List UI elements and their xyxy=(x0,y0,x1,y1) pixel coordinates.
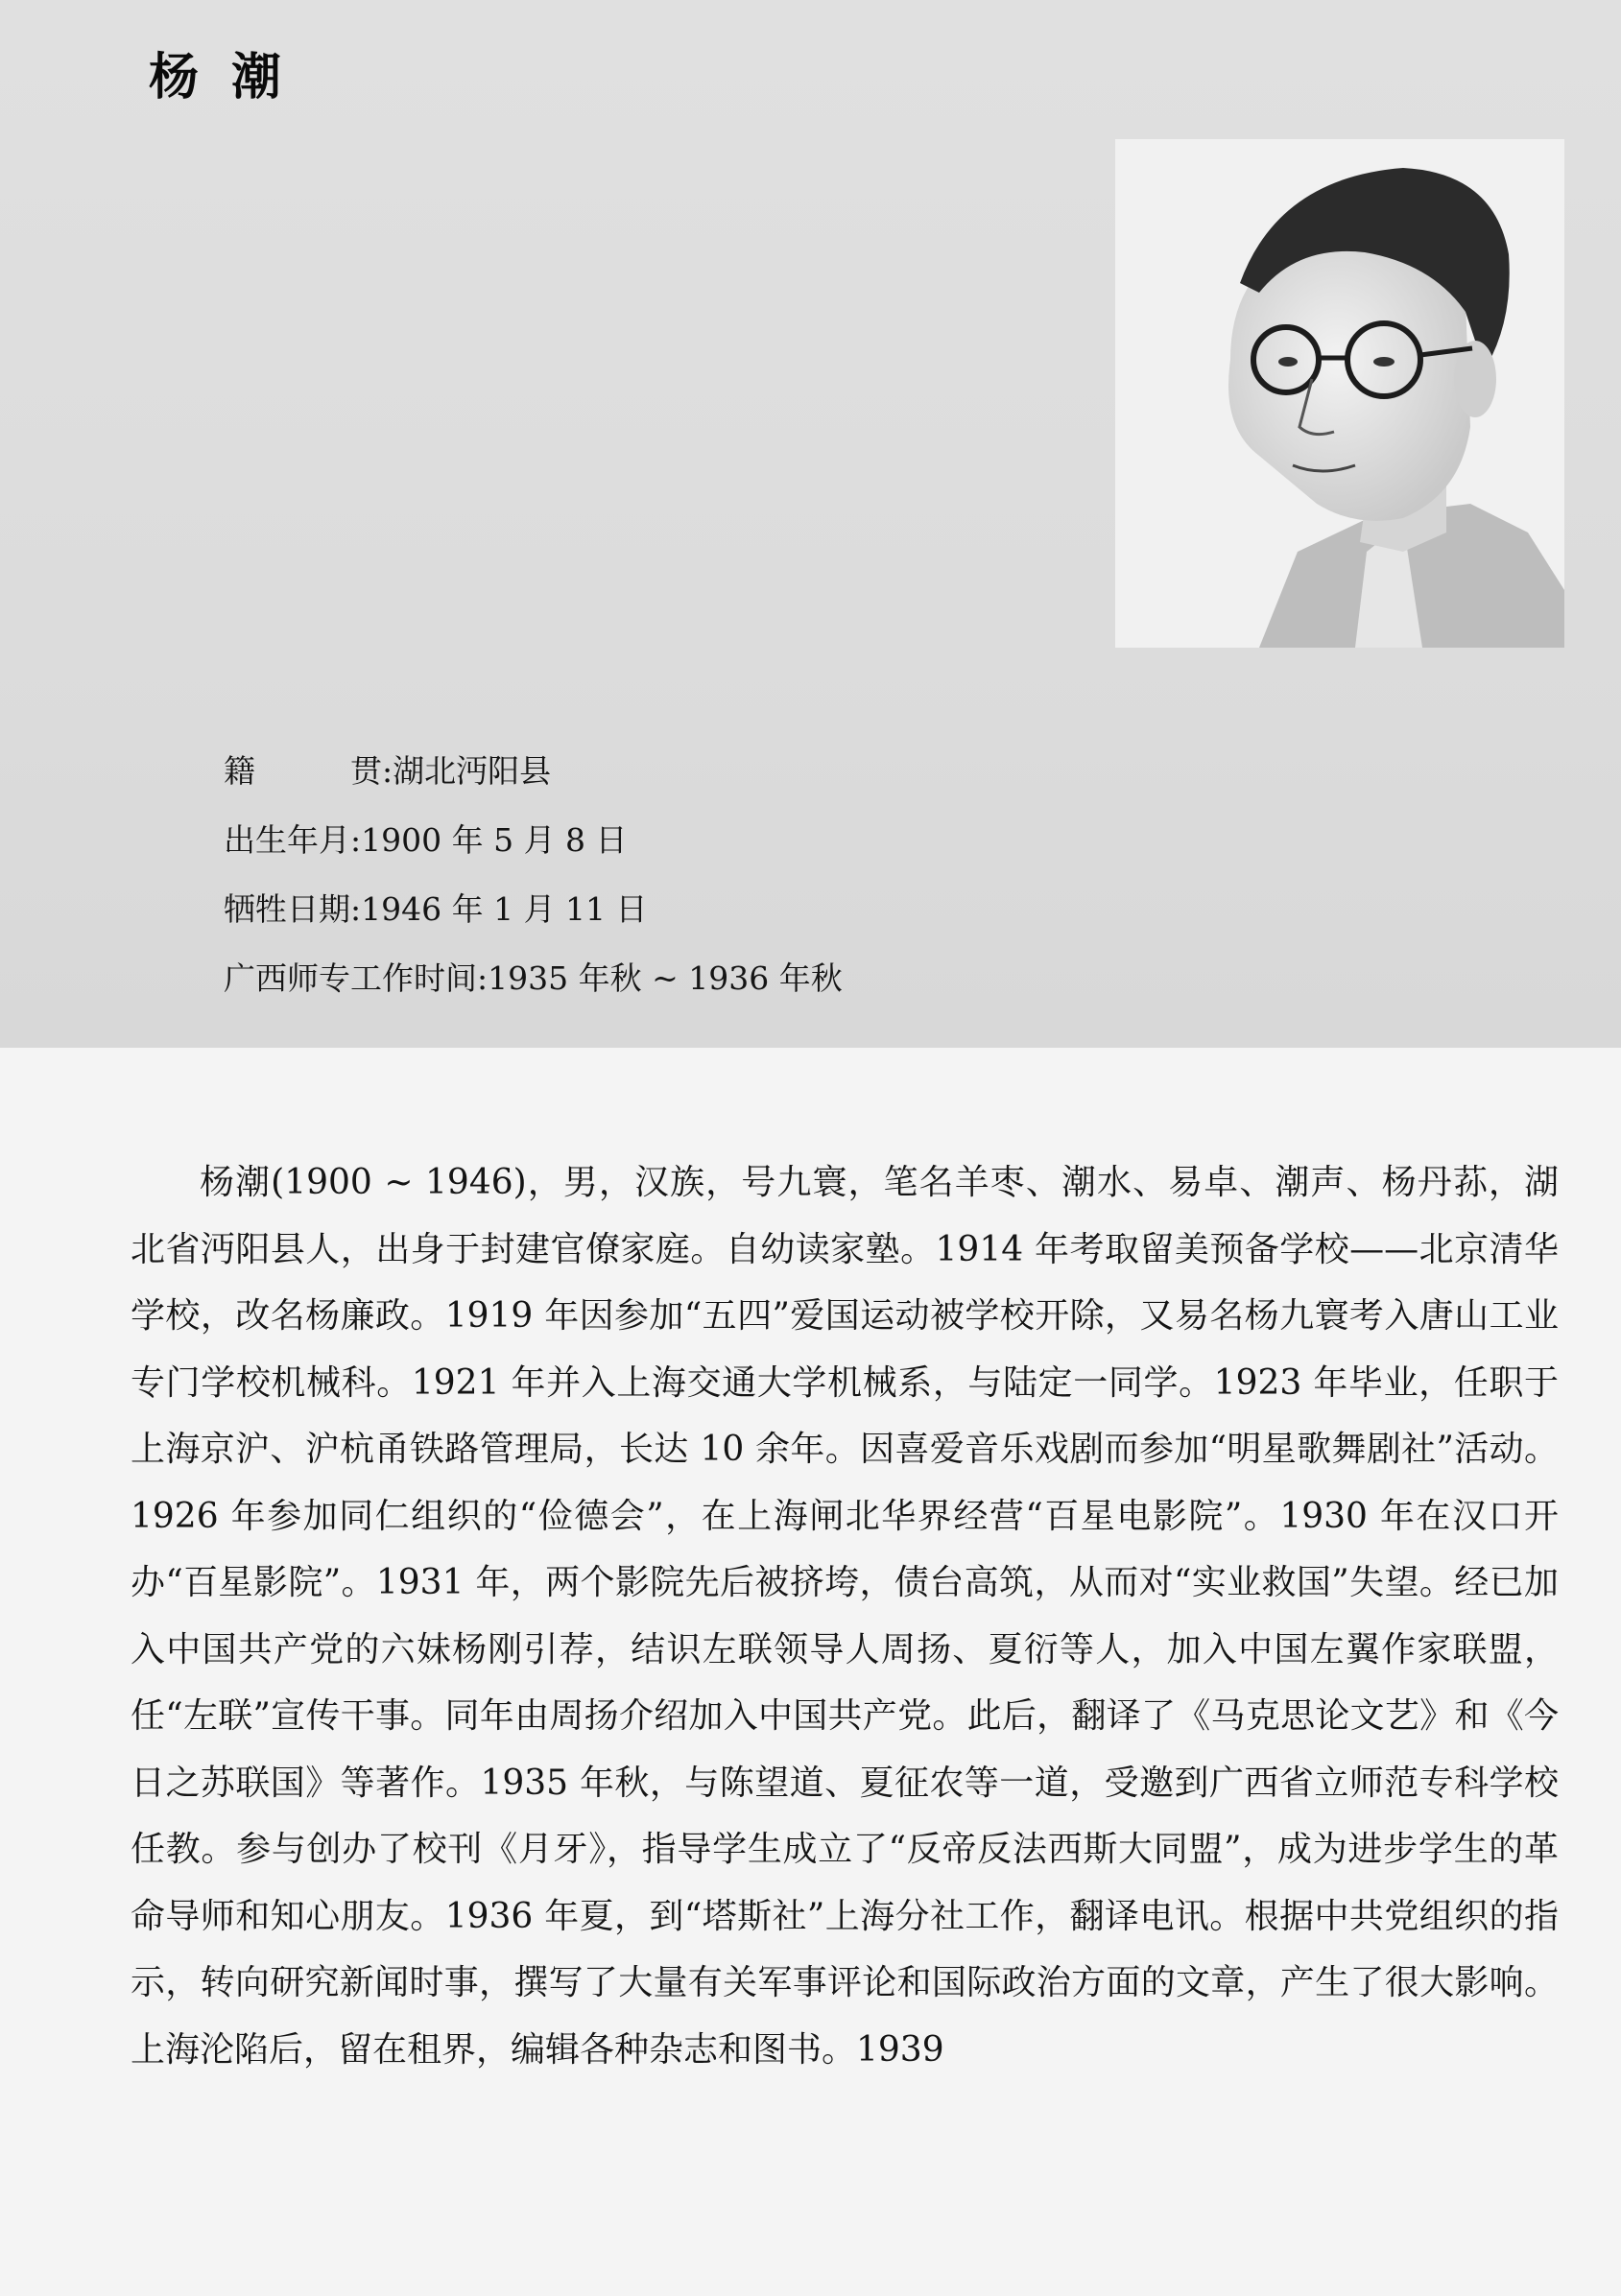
info-label-char: 籍 xyxy=(224,752,255,790)
info-value-work-period: 1935 年秋 ~ 1936 年秋 xyxy=(488,959,843,997)
page-title: 杨潮 xyxy=(149,49,315,107)
info-row-work-period xyxy=(224,944,843,1013)
info-separator: : xyxy=(350,890,362,928)
info-value-death-date: 1946 年 1 月 11 日 xyxy=(361,890,648,928)
info-row-native-place xyxy=(224,737,843,806)
info-row-birth-date xyxy=(224,806,843,875)
info-label-birth-date: 出生年月 xyxy=(224,821,350,859)
info-value-native-place: 湖北沔阳县 xyxy=(393,752,552,790)
info-value-birth-date: 1900 年 5 月 8 日 xyxy=(361,821,628,859)
info-label-work-period: 广西师专工作时间 xyxy=(224,959,477,997)
info-separator: : xyxy=(350,821,362,859)
info-label-native-place xyxy=(224,737,382,806)
info-row-death-date xyxy=(224,875,843,944)
portrait-photo xyxy=(1115,139,1564,648)
info-separator: : xyxy=(382,752,393,790)
info-separator: : xyxy=(477,959,489,997)
biography-paragraph: 杨潮(1900 ~ 1946)，男，汉族，号九寰，笔名羊枣、潮水、易卓、潮声、杨丹荪，湖北省沔阳县人，出身于封建官僚家庭。自幼读家塾。1914 年考取留美预备学校——北京清华学校，改名杨廉政。1919 年因参加“五四”爱国运动被学校开除，又易名杨九寰考入唐山工业专门学校机械科。1921 年并入上海交通大学机械系，与陆定一同学。1923 年毕业，任职于上海京沪、沪杭甬铁路管理局，长达 10 余年。因喜爱音乐戏剧而参加“明星歌舞剧社”活动。1926 年参加同仁组织的“俭德会”，在上海闸北华界经营“百星电影院”。1930 年在汉口开办“百星影院”。1931 年，两个影院先后被挤垮，债台高筑，从而对“实业救国”失望。经已加入中国共产党的六妹杨刚引荐，结识左联领导人周扬、夏衍等人，加入中国左翼作家联盟，任“左联”宣传干事。同年由周扬介绍加入中国共产党。此后，翻译了《马克思论文艺》和《今日之苏联国》等著作。1935 年秋，与陈望道、夏征农等一道，受邀到广西省立师范专科学校任教。参与创办了校刊《月牙》，指导学生成立了“反帝反法西斯大同盟”，成为进步学生的革命导师和知心朋友。1936 年夏，到“塔斯社”上海分社工作，翻译电讯。根据中共党组织的指示，转向研究新闻时事，撰写了大量有关军事评论和国际政治方面的文章，产生了很大影响。上海沦陷后，留在租界，编辑各种杂志和图书。1939 xyxy=(131,1163,1559,2070)
info-label-death-date: 牺牲日期 xyxy=(224,890,350,928)
info-block xyxy=(224,737,843,1013)
portrait-illustration-icon xyxy=(1115,139,1564,648)
info-label-char: 贯 xyxy=(350,752,382,790)
biography-text xyxy=(131,1149,1559,2083)
